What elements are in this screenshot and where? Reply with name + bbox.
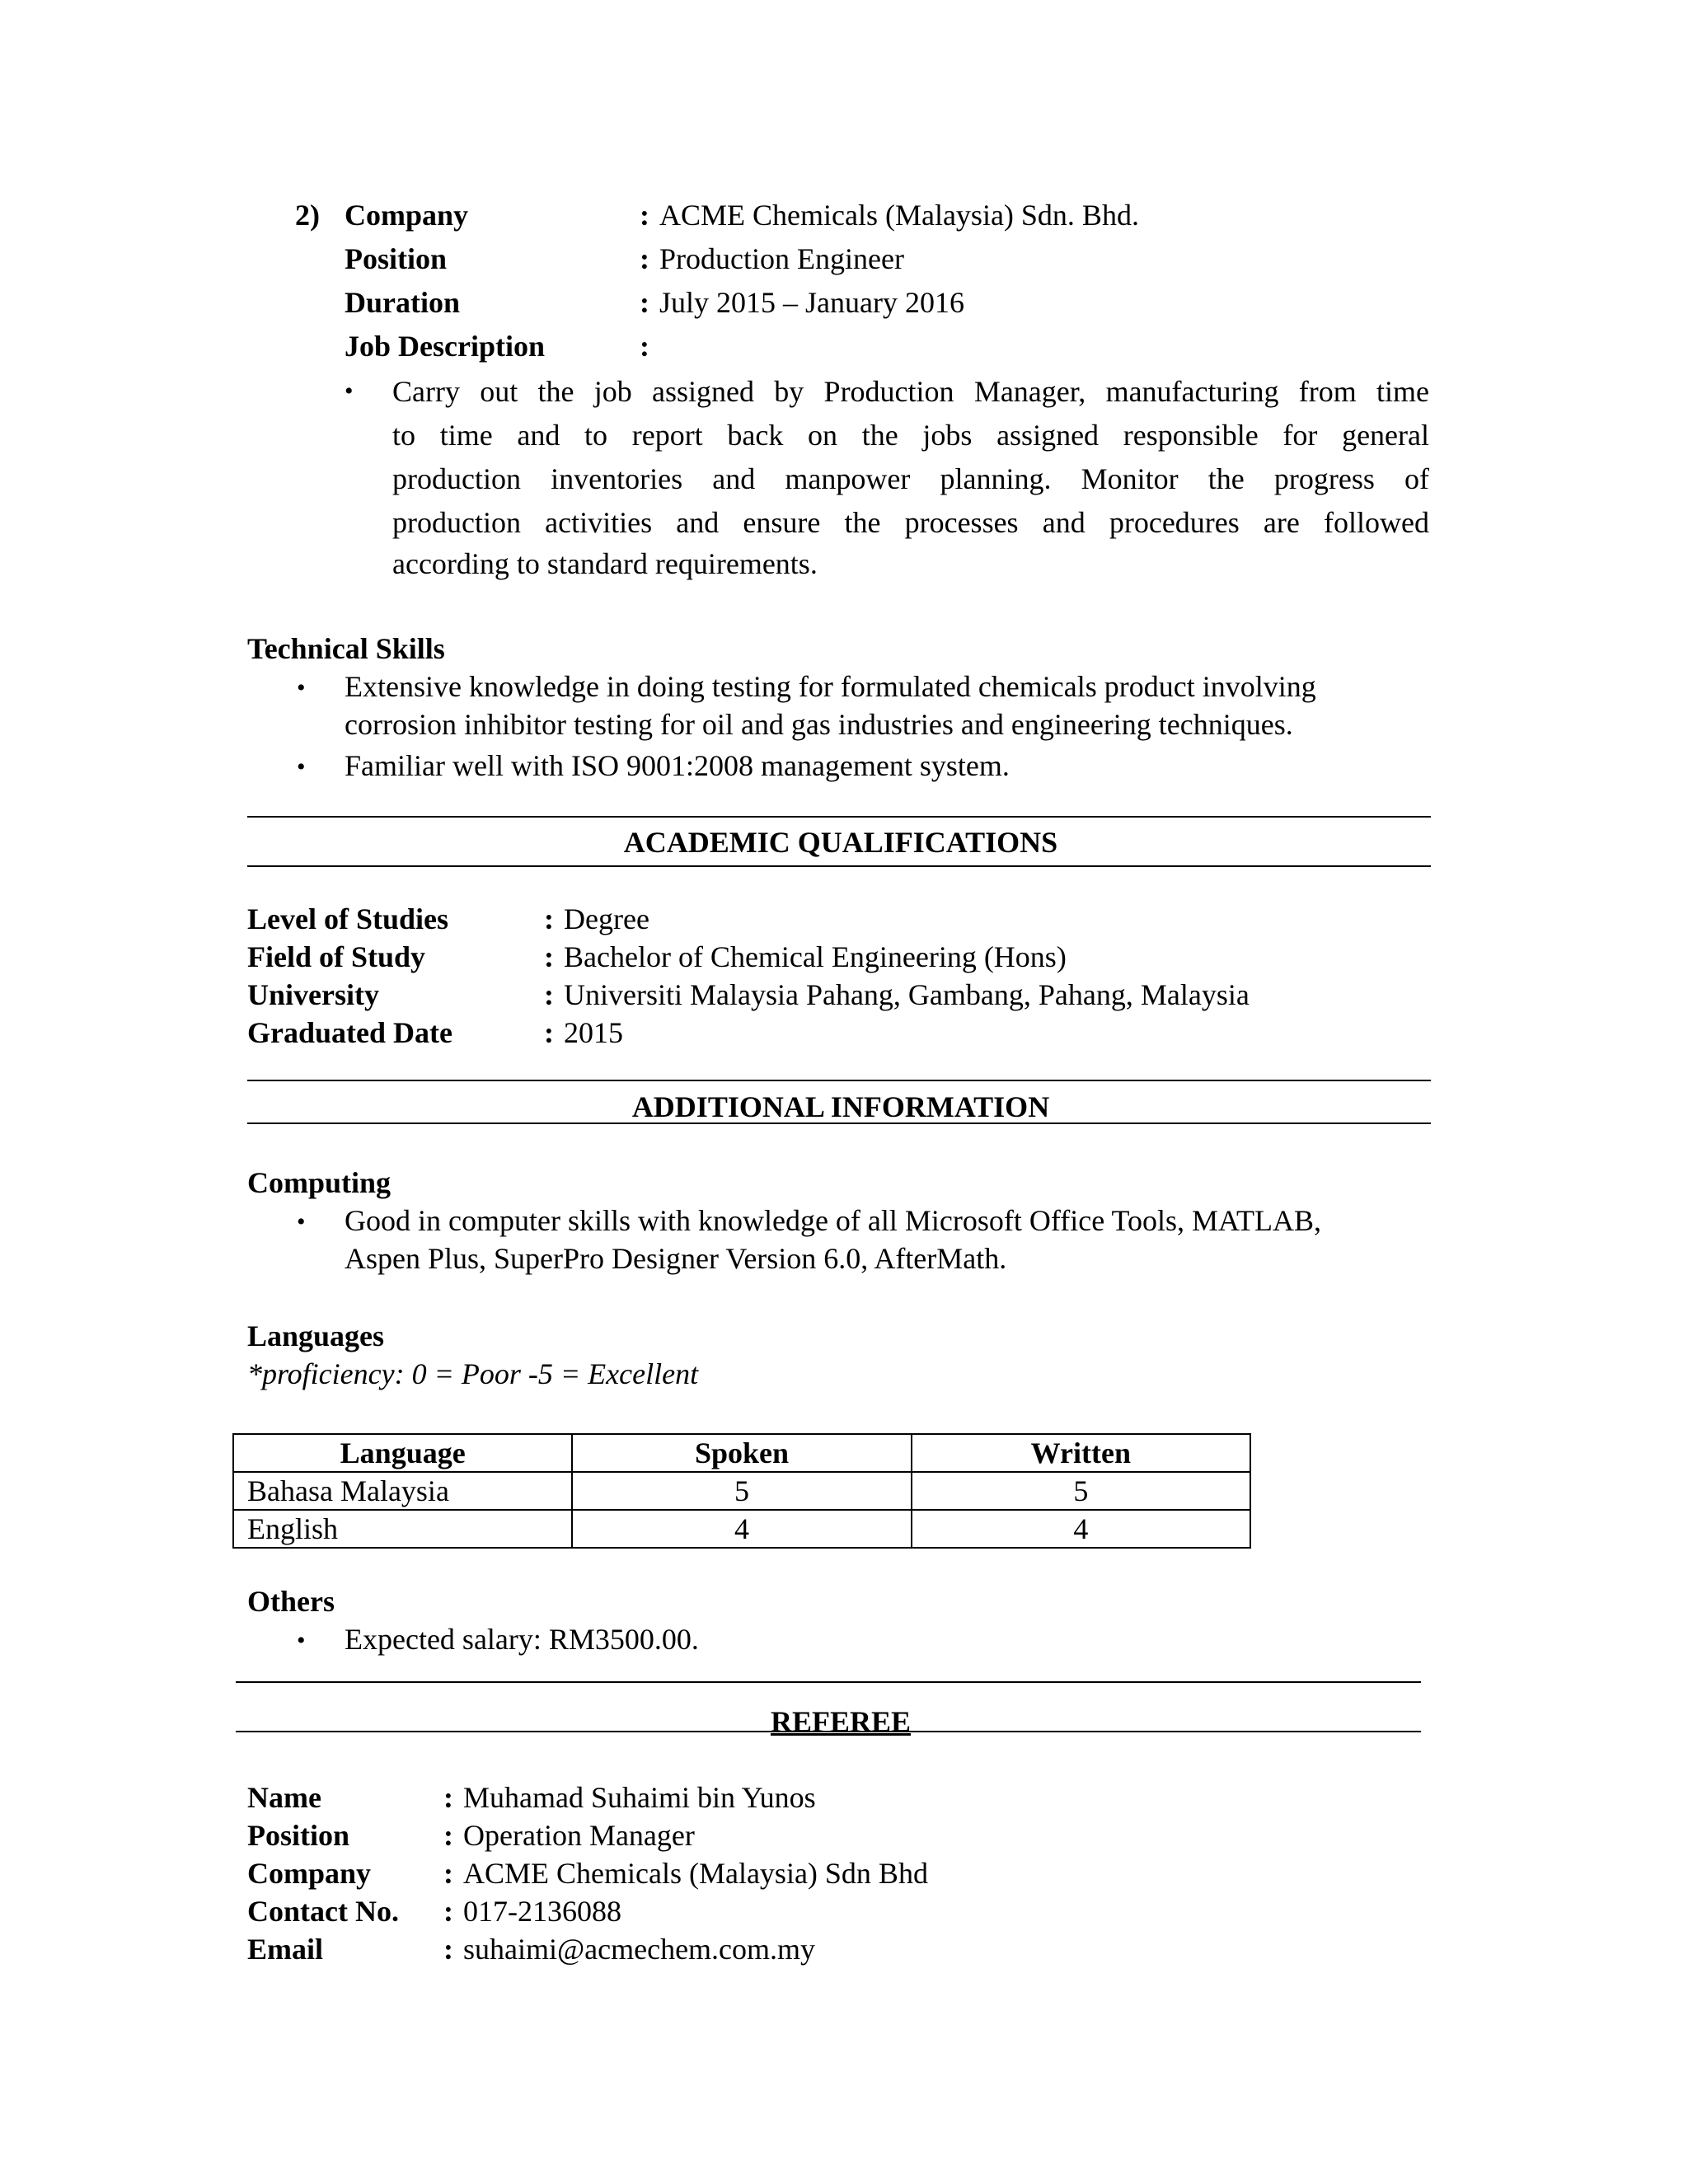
colon: : [640,242,649,275]
exp-label-position: Position [345,242,448,275]
job-line: Carry out the job assigned by Production Manager, manufacturing from time [392,375,1429,408]
referee-value: Muhamad Suhaimi bin Yunos [463,1781,816,1814]
experience-number: 2) [295,199,320,232]
exp-label-job-description: Job Description [345,330,545,363]
divider-line [247,816,1431,818]
referee-value: ACME Chemicals (Malaysia) Sdn Bhd [463,1857,928,1890]
colon: : [640,330,649,363]
exp-value-duration: July 2015 – January 2016 [659,286,964,319]
spoken-cell: 5 [572,1472,911,1510]
others-heading: Others [247,1585,335,1618]
exp-value-company: ACME Chemicals (Malaysia) Sdn. Bhd. [659,199,1139,232]
bullet-icon: • [297,753,306,780]
skill-line: corrosion inhibitor testing for oil and gas industries and engineering techniques. [345,708,1293,741]
referee-section-title: REFEREE [770,1705,912,1738]
referee-value: 017-2136088 [463,1895,621,1928]
technical-skills-heading: Technical Skills [247,632,445,665]
column-header: Written [912,1434,1250,1472]
skill-line: Familiar well with ISO 9001:2008 management system. [345,749,1010,782]
referee-label: Company [247,1857,372,1890]
table-row [233,1510,1250,1548]
divider-line [236,1731,1421,1732]
languages-table [232,1433,1251,1549]
academic-label: Field of Study [247,940,426,973]
skill-line: Extensive knowledge in doing testing for formulated chemicals product involving [345,670,1316,703]
written-cell: 5 [912,1472,1250,1510]
colon: : [544,978,554,1011]
academic-section-title: ACADEMIC QUALIFICATIONS [623,826,1058,859]
language-cell: Bahasa Malaysia [233,1472,572,1510]
academic-value: Universiti Malaysia Pahang, Gambang, Pahang, Malaysia [564,978,1250,1011]
column-header: Language [233,1434,572,1472]
proficiency-note: *proficiency: 0 = Poor -5 = Excellent [247,1357,699,1390]
colon: : [640,199,649,232]
spoken-cell: 4 [572,1510,911,1548]
referee-label: Name [247,1781,321,1814]
divider-line [247,865,1431,867]
exp-label-duration: Duration [345,286,461,319]
job-line: to time and to report back on the jobs assigned responsible for general [392,419,1429,452]
others-item: Expected salary: RM3500.00. [345,1623,699,1656]
academic-value: 2015 [564,1016,623,1049]
written-cell: 4 [912,1510,1250,1548]
referee-label: Contact No. [247,1895,399,1928]
divider-line [247,1080,1431,1081]
academic-label: Graduated Date [247,1016,452,1049]
table-row [233,1472,1250,1510]
referee-value: suhaimi@acmechem.com.my [463,1933,816,1966]
colon: : [443,1819,453,1852]
bullet-icon: • [345,377,354,405]
colon: : [544,902,554,935]
colon: : [640,286,649,319]
divider-line [236,1681,1421,1683]
colon: : [443,1781,453,1814]
table-header-row [233,1434,1250,1472]
academic-value: Degree [564,902,649,935]
divider-line [247,1122,1431,1124]
referee-value: Operation Manager [463,1819,695,1852]
bullet-icon: • [297,1208,306,1235]
colon: : [544,940,554,973]
job-line: according to standard requirements. [392,547,818,580]
job-line: production inventories and manpower planning. Monitor the progress of [392,462,1429,495]
column-header: Spoken [572,1434,911,1472]
colon: : [443,1895,453,1928]
language-cell: English [233,1510,572,1548]
bullet-icon: • [297,674,306,701]
bullet-icon: • [297,1627,306,1654]
academic-label: University [247,978,379,1011]
colon: : [544,1016,554,1049]
exp-value-position: Production Engineer [659,242,904,275]
computing-line: Good in computer skills with knowledge of all Microsoft Office Tools, MATLAB, [345,1204,1322,1237]
referee-label: Position [247,1819,350,1852]
colon: : [443,1857,453,1890]
languages-heading: Languages [247,1319,385,1352]
colon: : [443,1933,453,1966]
academic-label: Level of Studies [247,902,449,935]
computing-line: Aspen Plus, SuperPro Designer Version 6.0, AfterMath. [345,1242,1007,1275]
job-line: production activities and ensure the processes and procedures are followed [392,506,1429,539]
academic-value: Bachelor of Chemical Engineering (Hons) [564,940,1067,973]
computing-heading: Computing [247,1166,392,1199]
referee-label: Email [247,1933,324,1966]
exp-label-company: Company [345,199,469,232]
additional-section-title: ADDITIONAL INFORMATION [631,1090,1050,1123]
